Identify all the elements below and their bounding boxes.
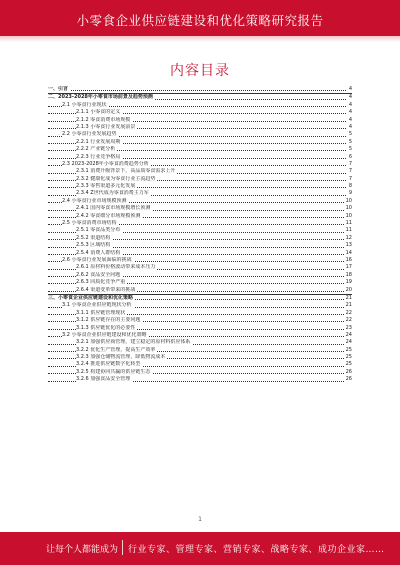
toc-entry-title: 2.5 小零食消费市场结构	[62, 220, 117, 227]
toc-entry-title: 2.6.4 渠道变革带来的挑战	[76, 286, 136, 293]
toc-entry-page: 17	[345, 264, 352, 271]
report-header-bar	[0, 0, 400, 36]
toc-entry-page: 4	[348, 101, 352, 108]
toc-entry[interactable]	[48, 302, 352, 309]
toc-entry-title: 2.3.1 消费升级背景下，高品质零食需求上升	[76, 168, 176, 175]
toc-entry-page: 8	[348, 183, 352, 190]
toc-entry-page: 18	[345, 271, 352, 278]
toc-leader-dots	[48, 90, 352, 91]
toc-entry[interactable]	[48, 176, 352, 183]
toc-entry-page: 19	[345, 279, 352, 286]
toc-entry-title: 三、小零食企业供应链建设和优化策略	[48, 294, 134, 301]
toc-entry-title: 2.3.2 健康化成为零食行业主流趋势	[76, 175, 156, 182]
toc-entry-title: 2.5.3 区域结构	[76, 242, 111, 249]
footer-slogan-right: 行业专家、管理专家、营销专家、战略专家、成功企业家……	[128, 545, 385, 555]
toc-entry[interactable]	[48, 161, 352, 168]
toc-entry[interactable]	[48, 264, 352, 271]
toc-entry-page: 16	[345, 256, 352, 263]
toc-entry-page: 22	[345, 309, 352, 316]
toc-entry-page: 22	[345, 317, 352, 324]
toc-entry[interactable]	[48, 287, 352, 294]
toc-entry-title: 3.2.4 推进供应链数字化转型	[76, 361, 141, 368]
toc-entry-page: 25	[345, 346, 352, 353]
toc-entry[interactable]	[48, 310, 352, 317]
toc-entry-title: 2.4 小零食行业市场规模预测	[62, 197, 127, 204]
toc-entry[interactable]	[48, 124, 352, 131]
toc-entry-page: 24	[345, 331, 352, 338]
toc-entry[interactable]	[48, 361, 352, 368]
toc-entry-page: 24	[345, 339, 352, 346]
toc-entry[interactable]	[48, 242, 352, 249]
report-title: 小零食企业供应链建设和优化策略研究报告	[76, 13, 324, 28]
toc-entry[interactable]	[48, 376, 352, 383]
toc-entry-title: 3.1 小零食企业供应链现状分析	[62, 302, 132, 309]
toc-entry-page: 5	[348, 131, 352, 138]
toc-entry[interactable]	[48, 347, 352, 354]
toc-entry-title: 2.1.2 零食消费市场规模	[76, 116, 131, 123]
toc-entry[interactable]	[48, 93, 352, 101]
toc-entry-title: 2.3.3 零售渠道多元化发展	[76, 183, 136, 190]
toc-entry-title: 3.2.6 加强食品安全管理	[76, 376, 131, 383]
toc-entry-title: 3.1.1 供应链管理现状	[76, 309, 126, 316]
toc-entry[interactable]	[48, 227, 352, 234]
toc-entry-page: 7	[348, 168, 352, 175]
toc-entry-page: 4	[348, 123, 352, 130]
toc-entry-page: 5	[348, 138, 352, 145]
toc-entry-page: 4	[348, 94, 352, 101]
toc-entry[interactable]	[48, 198, 352, 205]
toc-entry[interactable]	[48, 213, 352, 220]
table-of-contents	[48, 86, 352, 384]
toc-entry[interactable]	[48, 117, 352, 124]
toc-entry-page: 13	[345, 242, 352, 249]
toc-entry-page: 25	[345, 361, 352, 368]
toc-entry[interactable]	[48, 183, 352, 190]
toc-entry[interactable]	[48, 102, 352, 109]
toc-entry-page: 20	[345, 286, 352, 293]
toc-entry-page: 21	[345, 302, 352, 309]
toc-entry-title: 2.3 2023-2028年小零食消费趋势分析	[62, 160, 149, 167]
page-number: 1	[198, 516, 202, 523]
toc-entry-title: 2.6 小零食行业发展面临的挑战	[62, 256, 132, 263]
toc-entry-page: 4	[348, 86, 352, 92]
toc-entry-page: 4	[348, 109, 352, 116]
toc-entry[interactable]	[48, 279, 352, 286]
toc-entry-page: 23	[345, 324, 352, 331]
header-shadow	[0, 36, 400, 42]
toc-entry[interactable]	[48, 139, 352, 146]
toc-entry[interactable]	[48, 154, 352, 161]
footer-slogan-left: 让每个人都能成为	[46, 545, 119, 555]
toc-entry-title: 二、2023-2028年小零食市场前景及趋势预测	[48, 94, 153, 101]
toc-entry-title: 2.2.1 行业发展周期	[76, 138, 121, 145]
toc-entry-title: 2.2 小零食行业发展趋势	[62, 131, 117, 138]
toc-entry[interactable]	[48, 369, 352, 376]
toc-entry-title: 2.2.2 产业链分析	[76, 146, 116, 153]
toc-entry-title: 2.1.3 小零食行业发展前景	[76, 123, 136, 130]
toc-entry[interactable]	[48, 272, 352, 279]
toc-entry-page: 26	[345, 368, 352, 375]
toc-entry[interactable]	[48, 190, 352, 197]
toc-entry-title: 3.1.3 供应链优化的必要性	[76, 324, 136, 331]
toc-entry[interactable]	[48, 317, 352, 324]
toc-entry-page: 14	[345, 249, 352, 256]
toc-entry-title: 2.6.2 食品安全问题	[76, 271, 121, 278]
toc-entry-title: 2.1.1 小零食的定义	[76, 109, 121, 116]
toc-entry-page: 7	[348, 175, 352, 182]
toc-entry-title: 3.2.2 优化生产管理，提高生产效率	[76, 346, 156, 353]
toc-entry-page: 5	[348, 146, 352, 153]
toc-entry[interactable]	[48, 250, 352, 257]
toc-entry-title: 2.3.4 Z世代成为零食消费主力军	[76, 190, 149, 197]
toc-entry-title: 3.2.3 加强仓储物流管理，降低物流成本	[76, 354, 166, 361]
toc-entry-page: 11	[345, 227, 352, 234]
toc-entry-title: 2.4.2 零食细分市场规模预测	[76, 212, 141, 219]
toc-entry-title: 2.4.1 国内零食市场规模增长预测	[76, 205, 151, 212]
toc-entry[interactable]	[48, 257, 352, 264]
toc-heading: 内容目录	[170, 63, 230, 79]
toc-entry-title: 2.5.2 渠道结构	[76, 234, 111, 241]
toc-entry-title: 2.6.1 原材料价格波动带来成本压力	[76, 264, 156, 271]
toc-entry-page: 9	[348, 190, 352, 197]
toc-entry-title: 2.1 小零食行业现状	[62, 101, 107, 108]
toc-entry[interactable]	[48, 235, 352, 242]
footer-divider	[122, 540, 123, 555]
footer-bar	[0, 532, 400, 565]
toc-entry[interactable]	[48, 354, 352, 361]
toc-entry-title: 2.2.3 行业竞争格局	[76, 153, 121, 160]
toc-entry[interactable]	[48, 86, 352, 93]
toc-entry-page: 26	[345, 376, 352, 383]
toc-entry-page: 10	[345, 197, 352, 204]
toc-entry[interactable]	[48, 325, 352, 332]
toc-entry-title: 3.2 小零食企业供应链建设和优化策略	[62, 331, 147, 338]
toc-entry-page: 21	[345, 294, 352, 301]
toc-entry-title: 3.2.5 构建协同共赢的供应链生态	[76, 368, 151, 375]
toc-entry-page: 10	[345, 212, 352, 219]
toc-entry-page: 11	[345, 220, 352, 227]
toc-entry-page: 12	[345, 234, 352, 241]
toc-entry-page: 10	[345, 205, 352, 212]
toc-entry-page: 6	[348, 153, 352, 160]
toc-entry[interactable]	[48, 131, 352, 138]
toc-entry[interactable]	[48, 220, 352, 227]
toc-entry-title: 3.2.1 加强供应商管理，建立稳定的原材料供应体系	[76, 339, 191, 346]
toc-entry-page: 4	[348, 116, 352, 123]
toc-entry-page: 7	[348, 160, 352, 167]
toc-entry[interactable]	[48, 146, 352, 153]
toc-entry[interactable]	[48, 339, 352, 346]
toc-entry[interactable]	[48, 294, 352, 302]
toc-entry[interactable]	[48, 109, 352, 116]
toc-entry[interactable]	[48, 205, 352, 212]
toc-entry-page: 25	[345, 354, 352, 361]
toc-entry[interactable]	[48, 332, 352, 339]
toc-entry-title: 一、引言	[48, 86, 69, 92]
toc-entry-title: 2.6.3 同质化竞争严重	[76, 279, 126, 286]
toc-entry-title: 2.5.1 零食品类分布	[76, 227, 121, 234]
toc-entry[interactable]	[48, 168, 352, 175]
toc-entry-title: 3.1.2 供应链存在的主要问题	[76, 317, 141, 324]
toc-entry-title: 2.5.4 消费人群结构	[76, 249, 121, 256]
